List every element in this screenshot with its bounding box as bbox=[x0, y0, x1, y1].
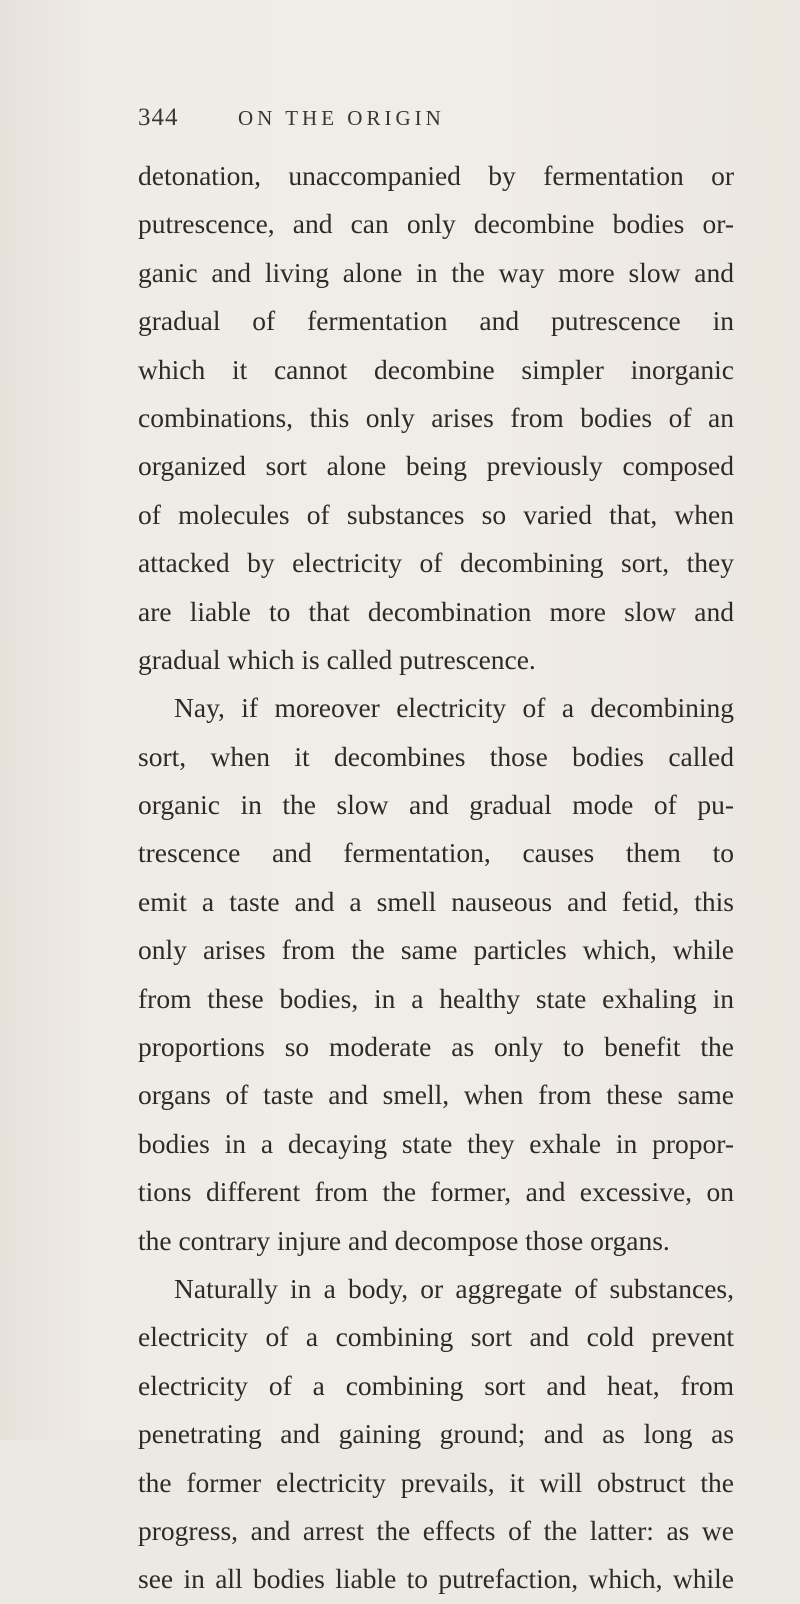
text-line: electricity of a combining sort and cold prevent bbox=[138, 1321, 734, 1353]
text-line: electricity of a combining sort and heat, from bbox=[138, 1369, 734, 1401]
text-line: organized sort alone being previously composed bbox=[138, 450, 734, 482]
text-line: the contrary injure and decompose those organs. bbox=[138, 1224, 670, 1256]
text-line: combinations, this only arises from bodies of an bbox=[138, 401, 734, 433]
text-line: see in all bodies liable to putrefaction, which, while bbox=[138, 1563, 734, 1595]
text-line: ganic and living alone in the way more slow and bbox=[138, 256, 734, 288]
text-line: from these bodies, in a healthy state exhaling in bbox=[138, 982, 734, 1014]
text-line: progress, and arrest the effects of the latter: as we bbox=[138, 1514, 734, 1546]
text-line: tions different from the former, and excessive, on bbox=[138, 1176, 734, 1208]
text-line: Nay, if moreover electricity of a decombining bbox=[174, 692, 734, 724]
running-head: ON THE ORIGIN bbox=[238, 106, 445, 130]
text-line: detonation, unaccompanied by fermentation or bbox=[138, 160, 734, 191]
text-line: Naturally in a body, or aggregate of substances, bbox=[174, 1272, 734, 1304]
text-line: emit a taste and a smell nauseous and fetid, this bbox=[138, 885, 734, 917]
text-line: attacked by electricity of decombining sort, they bbox=[138, 547, 734, 579]
text-line: of molecules of substances so varied that, when bbox=[138, 498, 734, 530]
text-line: the former electricity prevails, it will obstruct the bbox=[138, 1466, 734, 1498]
body-text bbox=[138, 152, 734, 1604]
text-line: gradual which is called putrescence. bbox=[138, 643, 536, 675]
text-line: penetrating and gaining ground; and as long as bbox=[138, 1418, 734, 1450]
text-line: organic in the slow and gradual mode of pu- bbox=[138, 789, 734, 821]
text-line: which it cannot decombine simpler inorganic bbox=[138, 353, 734, 385]
text-line: trescence and fermentation, causes them to bbox=[138, 837, 734, 869]
text-line: putrescence, and can only decombine bodies or- bbox=[138, 208, 734, 240]
text-line: gradual of fermentation and putrescence in bbox=[138, 305, 734, 337]
text-line: bodies in a decaying state they exhale in propor- bbox=[138, 1127, 734, 1159]
page-number: 344 bbox=[138, 104, 179, 131]
text-line: only arises from the same particles which, while bbox=[138, 934, 734, 966]
page-header bbox=[138, 104, 658, 144]
text-line: sort, when it decombines those bodies called bbox=[138, 740, 734, 772]
text-line: are liable to that decombination more slow and bbox=[138, 595, 734, 627]
text-line: organs of taste and smell, when from these same bbox=[138, 1079, 734, 1111]
text-line: proportions so moderate as only to benefit the bbox=[138, 1031, 734, 1063]
